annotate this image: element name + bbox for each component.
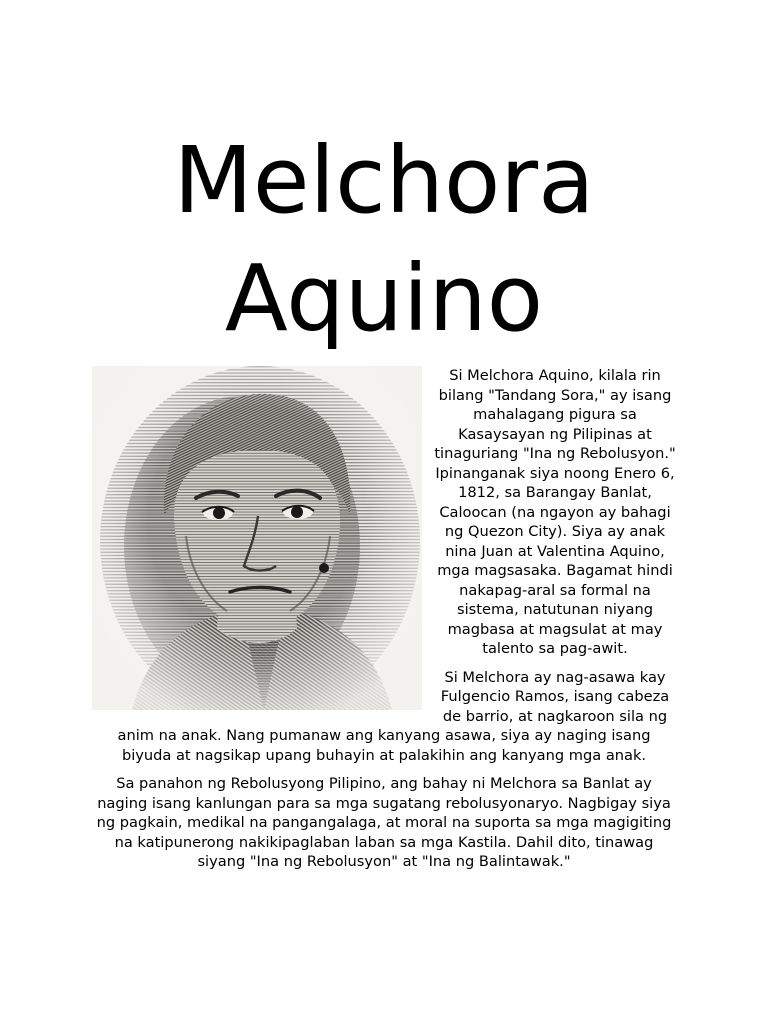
- document-body: [92, 366, 676, 881]
- paragraph-1: Si Melchora Aquino, kilala rin bilang "Tandang Sora," ay isang mahalagang pigura sa Kasaysayan ng Pilipinas at tinaguriang "Ina ng Rebolusyon." Ipinanganak siya noong Enero 6, 1812, sa Barangay Banlat, Caloocan (na ngayon ay bahagi ng Quezon City). Siya ay anak nina Juan at Valentina Aquino, mga magsasaka. Bagamat hindi nakapag-aral sa formal na sistema, natutunan niyang magbasa at magsulat at may talento sa pag-awit.: [434, 367, 676, 657]
- page-title: [0, 122, 768, 358]
- engraved-portrait-image: [92, 366, 422, 710]
- title-line-1: Melchora: [173, 127, 595, 234]
- paragraph-3: Sa panahon ng Rebolusyong Pilipino, ang bahay ni Melchora sa Banlat ay naging isang kanlungan para sa mga sugatang rebolusyonaryo. Nagbigay siya ng pagkain, medikal na pangangalaga, at moral na suporta sa mga magigiting na katipunerong nakikipaglaban laban sa mga Kastila. Dahil dito, tinawag siyang "Ina ng Rebolusyon" at "Ina ng Balintawak.": [96, 775, 672, 870]
- paragraph-2: Si Melchora ay nag-asawa kay Fulgencio Ramos, isang cabeza de barrio, at nagkaroon sila ng anim na anak. Nang pumanaw ang kanyang asawa, siya ay naging isang biyuda at nagsikap upang buhayin at palakihin ang kanyang mga anak.: [117, 668, 670, 764]
- title-line-2: Aquino: [224, 245, 544, 352]
